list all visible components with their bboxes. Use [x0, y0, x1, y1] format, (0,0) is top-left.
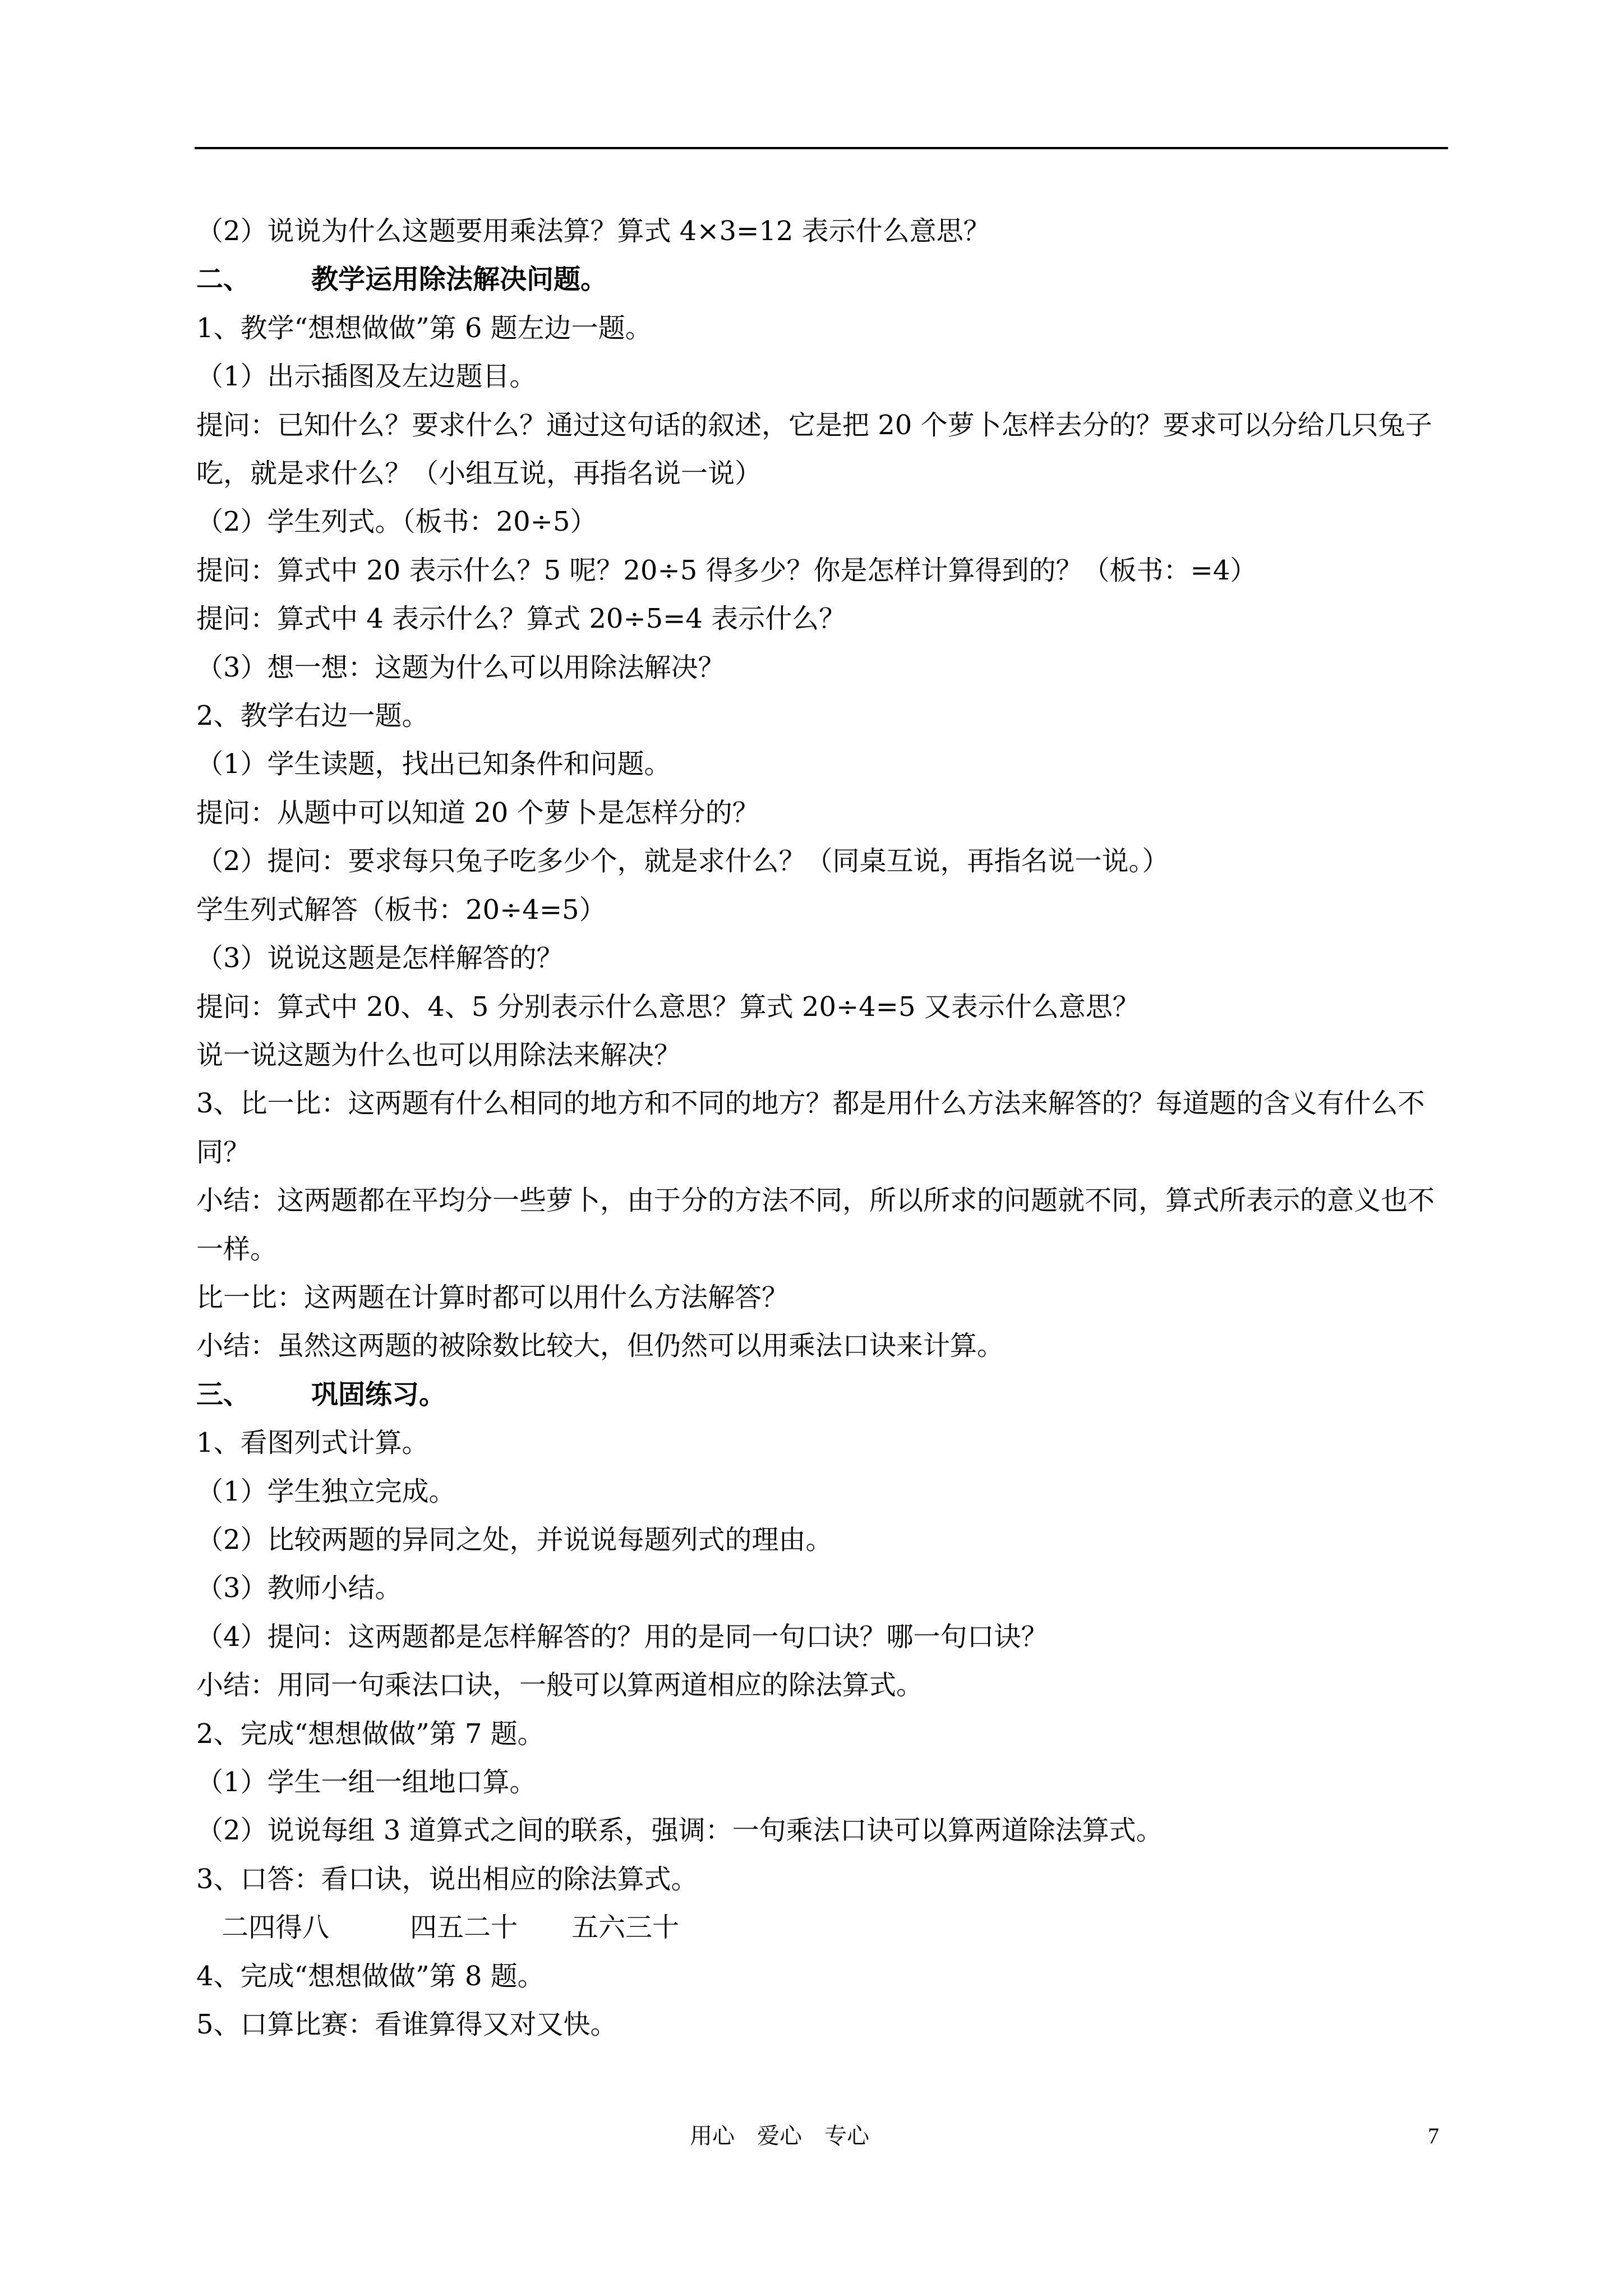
text-line: 比一比：这两题在计算时都可以用什么方法解答？ [196, 1281, 789, 1313]
text-line: （1）出示插图及左边题目。 [196, 361, 537, 393]
text-line: （2）提问：要求每只兔子吃多少个，就是求什么？（同桌互说，再指名说一说。） [196, 845, 1169, 877]
text-line: 2、完成“想想做做”第 7 题。 [196, 1718, 545, 1750]
text-line: 小结：虽然这两题的被除数比较大，但仍然可以用乘法口诀来计算。 [196, 1330, 1004, 1362]
section-title: 教学运用除法解决问题。 [311, 264, 608, 296]
text-line: 3、口答：看口诀，说出相应的除法算式。 [196, 1863, 698, 1895]
text-line: 5、口算比赛：看谁算得又对又快。 [196, 2009, 617, 2041]
text-line: （1）学生读题，找出已知条件和问题。 [196, 748, 671, 780]
text-line: 提问：算式中 4 表示什么？算式 20÷5=4 表示什么？ [196, 603, 846, 635]
text-line: （2）说说每组 3 道算式之间的联系，强调：一句乘法口诀可以算两道除法算式。 [196, 1815, 1163, 1847]
section-number: 二、 [196, 264, 251, 296]
text-paragraph: 小结：这两题都在平均分一些萝卜，由于分的方法不同，所以所求的问题就不同，算式所表示的意义也不一样。 [196, 1185, 1435, 1265]
footer-slogan: 用心 爱心 专心 [690, 2123, 869, 2149]
text-paragraph: 3、比一比：这两题有什么相同的地方和不同的地方？都是用什么方法来解答的？每道题的含义有什么不同？ [196, 1088, 1425, 1168]
section-title: 巩固练习。 [311, 1378, 446, 1410]
text-line: （2）说说为什么这题要用乘法算？算式 4×3=12 表示什么意思？ [196, 215, 990, 247]
text-line: （2）学生列式。（板书：20÷5） [196, 506, 597, 538]
text-line: 4、完成“想想做做”第 8 题。 [196, 1960, 545, 1992]
text-line: 学生列式解答（板书：20÷4=5） [196, 894, 606, 926]
text-line: （4）提问：这两题都是怎样解答的？用的是同一句口诀？哪一句口诀？ [196, 1621, 1048, 1653]
section-heading [196, 1370, 1458, 1419]
page-number: 7 [1428, 2123, 1439, 2148]
text-line: （1）学生一组一组地口算。 [196, 1766, 537, 1798]
text-line: 2、教学右边一题。 [196, 700, 429, 732]
text-line: （3）想一想：这题为什么可以用除法解决？ [196, 651, 725, 683]
text-line: 说一说这题为什么也可以用除法来解决？ [196, 1039, 681, 1071]
text-line: 提问：算式中 20 表示什么？5 呢？20÷5 得多少？你是怎样计算得到的？（板书：=4） [196, 554, 1257, 586]
section-number: 三、 [196, 1378, 251, 1410]
text-line: （3）说说这题是怎样解答的？ [196, 942, 564, 974]
text-paragraph: 提问：已知什么？要求什么？通过这句话的叙述，它是把 20 个萝卜怎样去分的？要求可以分给几只兔子吃，就是求什么？（小组互说，再指名说一说） [196, 409, 1432, 490]
text-line: （2）比较两题的异同之处，并说说每题列式的理由。 [196, 1524, 833, 1556]
section-heading [196, 255, 1458, 303]
text-line: （1）学生独立完成。 [196, 1475, 456, 1507]
text-line: 提问：从题中可以知道 20 个萝卜是怎样分的？ [196, 797, 759, 829]
text-line: 小结：用同一句乘法口诀，一般可以算两道相应的除法算式。 [196, 1669, 924, 1701]
document-body [196, 207, 1458, 2049]
text-line: （3）教师小结。 [196, 1572, 402, 1604]
page-footer [0, 2119, 1623, 2153]
text-line: 1、教学“想想做做”第 6 题左边一题。 [196, 312, 652, 344]
header-rule [195, 147, 1448, 149]
text-line: 提问：算式中 20、4、5 分别表示什么意思？算式 20÷4=5 又表示什么意思？ [196, 991, 1140, 1023]
text-line: 1、看图列式计算。 [196, 1427, 429, 1459]
multiplication-rhymes: 二四得八 四五二十 五六三十 [222, 1912, 680, 1944]
